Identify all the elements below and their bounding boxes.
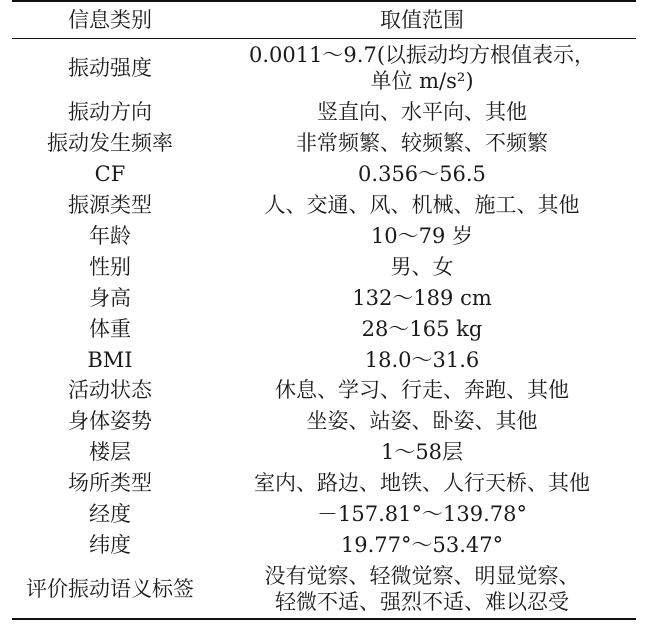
table-row	[12, 376, 636, 407]
header-value-range: 取值范围	[208, 1, 636, 39]
row-category: CF	[94, 162, 126, 187]
table-row	[12, 406, 636, 437]
row-value: 18.0～31.6	[364, 347, 480, 372]
row-category: 评价振动语义标签	[12, 561, 208, 619]
header-row	[12, 1, 636, 39]
row-value: 男、女	[390, 254, 454, 279]
table-row	[12, 98, 636, 129]
row-category: 体重	[89, 316, 131, 341]
row-value: 竖直向、水平向、其他	[317, 100, 527, 125]
info-category-table	[12, 0, 636, 620]
row-value	[208, 39, 636, 98]
row-category: 身体姿势	[68, 409, 152, 434]
table-row	[12, 128, 636, 159]
row-value: 28～165 kg	[361, 316, 483, 341]
table-header	[12, 1, 636, 39]
row-value: 19.77°～53.47°	[340, 532, 504, 557]
table-row	[12, 283, 636, 314]
row-category: 经度	[89, 502, 131, 527]
table-row	[12, 159, 636, 190]
row-value-line: 0.0011～9.7(以振动均方根值表示，	[248, 43, 596, 67]
table-row	[12, 437, 636, 468]
table-row	[12, 561, 636, 619]
table-row	[12, 530, 636, 561]
row-value-line: 没有觉察、轻微觉察、明显觉察、	[264, 564, 580, 589]
row-value: 132～189 cm	[352, 285, 492, 310]
row-category: 年龄	[89, 224, 131, 248]
row-category: 身高	[89, 285, 131, 310]
table-row	[12, 499, 636, 530]
row-value: 室内、路边、地铁、人行天桥、其他	[254, 471, 590, 496]
header-category: 信息类别	[12, 1, 208, 39]
row-category: 纬度	[89, 532, 131, 557]
row-value: 坐姿、站姿、卧姿、其他	[306, 409, 538, 434]
row-category: 振源类型	[68, 193, 152, 218]
table-row	[12, 468, 636, 499]
row-category: 场所类型	[68, 471, 152, 496]
row-value	[208, 561, 636, 619]
row-value-line: 单位 m/s²)	[370, 69, 474, 94]
row-category: 振动发生频率	[47, 131, 173, 156]
table-row	[12, 221, 636, 252]
row-category: BMI	[87, 347, 133, 372]
table-row	[12, 252, 636, 283]
row-category: 振动强度	[68, 55, 152, 80]
row-value: 非常频繁、较频繁、不频繁	[296, 131, 548, 156]
table-row	[12, 190, 636, 221]
row-value: 10～79 岁	[370, 224, 474, 248]
row-category: 楼层	[89, 440, 131, 465]
row-value: 休息、学习、行走、奔跑、其他	[275, 378, 569, 403]
table-row	[12, 345, 636, 376]
table-row	[12, 314, 636, 345]
table-body	[12, 39, 636, 619]
row-value: 人、交通、风、机械、施工、其他	[264, 193, 580, 218]
row-value: 1～58层	[380, 440, 464, 465]
row-category: 性别	[89, 254, 131, 279]
row-category: 活动状态	[68, 378, 152, 403]
row-value: 0.356～56.5	[358, 162, 486, 187]
table-row	[12, 39, 636, 98]
row-value: －157.81°～139.78°	[317, 502, 527, 527]
row-category: 振动方向	[68, 100, 152, 125]
info-table-container	[12, 0, 636, 627]
row-value-line: 轻微不适、强烈不适、难以忍受	[275, 590, 569, 615]
